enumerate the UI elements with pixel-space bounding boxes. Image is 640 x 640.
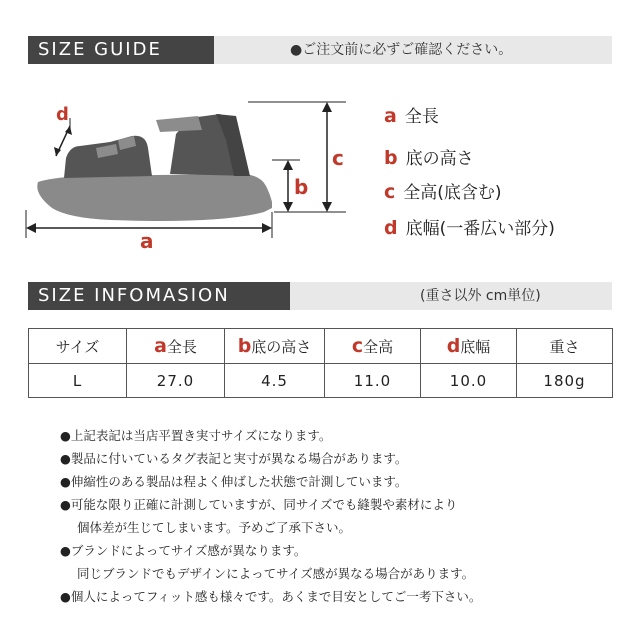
header-length: a全長 [127, 329, 225, 364]
sandal-heel-strap-pad [156, 116, 202, 132]
unit-note: (重さ以外 cm単位) [420, 288, 541, 304]
size-guide-header [28, 36, 612, 64]
label-d: d [56, 104, 69, 125]
note-item: ●製品に付いているタグ表記と実寸が異なる場合があります。 [60, 451, 408, 466]
header-size: サイズ [29, 329, 127, 364]
note-item: ●上記表記は当店平置き実寸サイズになります。 [60, 428, 332, 443]
header-sole-width: d底幅 [421, 329, 517, 364]
table-header-row [29, 329, 613, 364]
cell-size: L [29, 364, 127, 398]
legend-item-c: c 全高(底含む) [384, 181, 502, 203]
table-row [29, 364, 613, 398]
size-info-title: SIZE INFOMASION [28, 282, 290, 310]
legend-item-d: d 底幅(一番広い部分) [384, 217, 555, 239]
cell-sole-height: 4.5 [225, 364, 325, 398]
cell-length: 27.0 [127, 364, 225, 398]
header-sole-height: b底の高さ [225, 329, 325, 364]
note-item: ●伸縮性のある製品は程よく伸ばした状態で計測しています。 [60, 474, 408, 489]
sandal-front-strap [64, 136, 152, 178]
note-item: ●個人によってフィット感も様々です。あくまで目安としてご一考下さい。 [60, 589, 482, 604]
size-info-header [28, 282, 612, 310]
note-item-continued: 同じブランドでもデザインによってサイズ感が異なる場合があります。 [77, 566, 475, 581]
cell-sole-width: 10.0 [421, 364, 517, 398]
header-total-height: c全高 [325, 329, 421, 364]
size-table [28, 328, 613, 398]
label-a: a [140, 229, 154, 253]
notes-list [60, 424, 620, 608]
cell-total-height: 11.0 [325, 364, 421, 398]
cell-weight: 180g [517, 364, 613, 398]
sandal-measurement-diagram [20, 90, 360, 255]
label-c: c [332, 146, 344, 170]
size-guide-title: SIZE GUIDE [28, 36, 214, 64]
legend-item-a: a 全長 [384, 105, 439, 127]
note-item-continued: 個体差が生じてしまいます。予めご了承下さい。 [77, 520, 352, 535]
legend-item-b: b 底の高さ [384, 147, 474, 169]
sandal-sole [37, 174, 272, 221]
note-item: ●ブランドによってサイズ感が異なります。 [60, 543, 307, 558]
order-caution-note: ●ご注文前に必ずご確認ください。 [290, 42, 513, 58]
label-b: b [294, 175, 309, 199]
header-weight: 重さ [517, 329, 613, 364]
note-item: ●可能な限り正確に計測していますが、同サイズでも縫製や素材により [60, 497, 458, 512]
